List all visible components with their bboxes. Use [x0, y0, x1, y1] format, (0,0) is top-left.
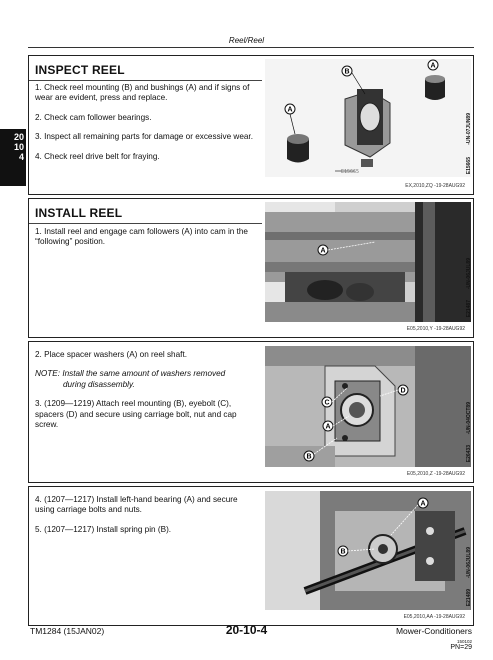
step-text: 3. Inspect all remaining parts for damage or excessive wear. [35, 132, 253, 142]
thumb-tab [0, 129, 26, 186]
revision-code: 150102 [456, 639, 472, 644]
section-reel-mounting [28, 341, 474, 483]
svg-text:B: B [340, 548, 346, 556]
figure-reel-mounting [265, 59, 471, 177]
page-number: 20-10-4 [225, 623, 268, 637]
svg-text:A: A [325, 423, 331, 431]
figure-code: -UN-04OCT89 [466, 402, 472, 435]
left-hand-bearing-photo [265, 491, 471, 610]
step-text: 5. (1207—1217) Install spring pin (B). [35, 524, 172, 534]
step-text: 1. Install reel and engage cam followers (A) into cam in the “following” position. [35, 227, 248, 247]
note-text: Install the same amount of washers removed [62, 369, 226, 379]
svg-text:D: D [400, 387, 406, 395]
thumb-tab-line: 20 [13, 132, 24, 142]
reel-mounting-illustration [265, 59, 471, 177]
svg-text:A: A [420, 500, 426, 508]
header-rule [28, 47, 474, 48]
step-text: 4. (1207—1217) Install left-hand bearing (A) and secure using carriage bolts and nuts. [35, 495, 238, 515]
svg-text:B: B [306, 453, 312, 461]
figure-caption: E05,2010,Y -19-28AUG92 [406, 326, 465, 332]
figure-id: E15665 [466, 157, 472, 175]
title-rule [29, 80, 262, 81]
svg-text:C: C [324, 399, 330, 407]
step-text: 2. Place spacer washers (A) on reel shaft. [35, 350, 187, 359]
manual-id: TM1284 (15JAN02) [30, 626, 105, 636]
figure-code: -UN-06JUL89 [466, 258, 472, 290]
figure-caption: E05,2010,AA -19-28AUG92 [403, 614, 465, 620]
mounting-install-photo [265, 346, 471, 467]
step-text: 4. Check reel drive belt for fraying. [35, 151, 160, 161]
figure-left-hand-bearing [265, 491, 471, 610]
figure-reel-mounting-install [265, 346, 471, 467]
figure-caption: EX,2010,ZQ -19-28AUG92 [405, 183, 465, 189]
section-title: INSPECT REEL [35, 63, 125, 77]
svg-text:A: A [287, 106, 293, 114]
callout-a [428, 60, 438, 70]
note [35, 369, 255, 390]
figure-id: E21489 [466, 589, 472, 607]
thumb-tab-line: 4 [18, 152, 24, 162]
svg-text:A: A [320, 247, 326, 255]
section-install-reel [28, 198, 474, 338]
figure-id: E26433 [466, 445, 472, 463]
figure-id: E21487 [466, 300, 472, 318]
figure-code: -UN-07JUN89 [466, 113, 472, 145]
svg-text:A: A [430, 62, 436, 70]
step-text: 3. (1209—1219) Attach reel mounting (B), eyebolt (C), spacers (D) and secure using carriage bolt, nut and cap screw. [35, 399, 237, 430]
figure-reel-cam [265, 202, 471, 322]
svg-text:E15665: E15665 [341, 169, 360, 175]
note-continuation: during disassembly. [63, 379, 135, 389]
section-inspect-reel [28, 55, 474, 195]
step-text: 2. Check cam follower bearings. [35, 112, 152, 122]
note-label: NOTE: [35, 369, 61, 379]
step-list [35, 227, 255, 257]
step-list [35, 495, 255, 544]
title-rule [29, 223, 262, 224]
step-list [35, 83, 255, 171]
pn-label: PN=29 [450, 644, 472, 651]
step-text: 1. Check reel mounting (B) and bushings (A) and if signs of wear are evident, press and replace. [35, 83, 250, 103]
svg-text:B: B [344, 68, 350, 76]
figure-caption: E05,2010,Z -19-28AUG92 [406, 471, 465, 477]
section-left-hand-bearing [28, 486, 474, 626]
reel-cam-photo [265, 202, 471, 322]
step-list [35, 350, 255, 439]
figure-code: -UN-06JUL89 [466, 547, 472, 579]
section-title: INSTALL REEL [35, 206, 123, 220]
product-name: Mower-Conditioners [395, 626, 472, 636]
thumb-tab-line: 10 [13, 142, 24, 152]
page-header-title: Reel/Reel [228, 36, 265, 45]
